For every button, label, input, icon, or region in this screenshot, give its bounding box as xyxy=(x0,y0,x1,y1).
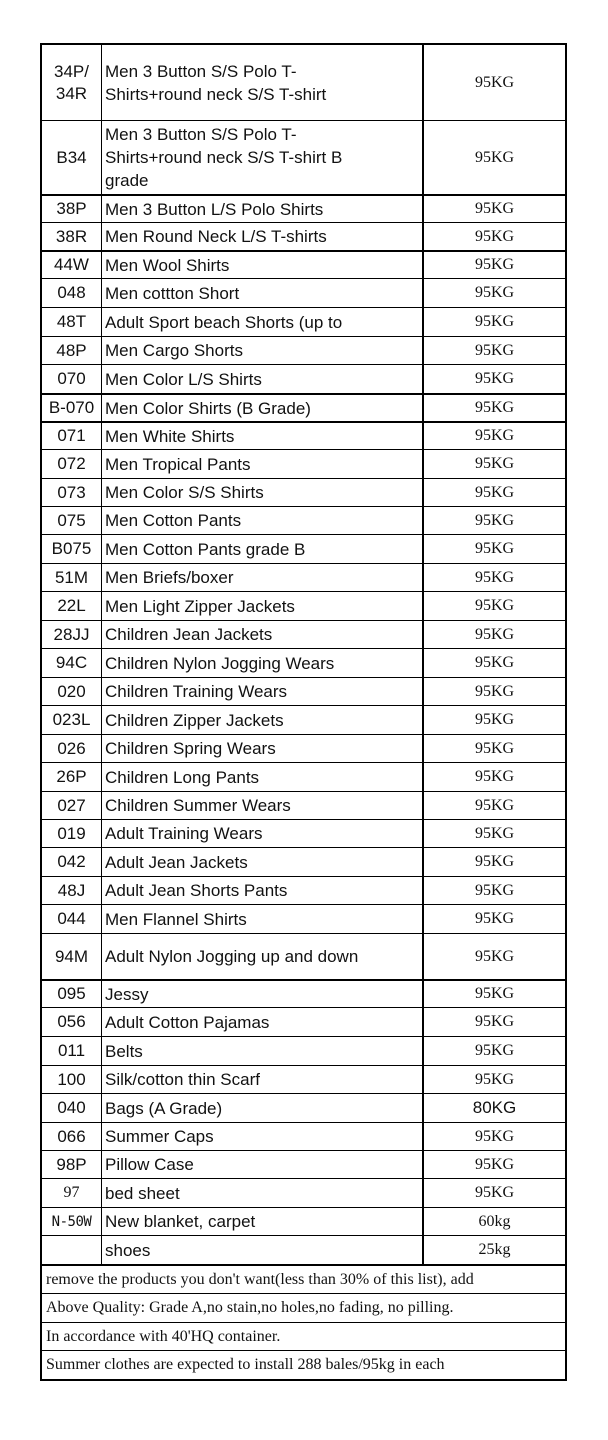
item-weight: 95KG xyxy=(474,985,515,1002)
item-code: 072 xyxy=(42,450,102,478)
table-row xyxy=(42,791,565,819)
table-row xyxy=(42,979,565,1007)
item-weight: 95KG xyxy=(474,682,515,700)
table-row xyxy=(42,364,565,393)
table-row xyxy=(42,933,565,979)
item-description: Men Cotton Pants xyxy=(102,507,424,534)
item-description: Children Zipper Jackets xyxy=(102,706,424,734)
item-weight: 95KG xyxy=(474,540,515,557)
item-weight: 95KG xyxy=(474,427,515,444)
item-code: 027 xyxy=(42,792,102,819)
item-weight: 95KG xyxy=(474,284,515,301)
item-description: bed sheet xyxy=(102,1179,424,1207)
item-weight: 95KG xyxy=(474,597,515,614)
table-row xyxy=(42,1235,565,1264)
item-description: New blanket, carpet xyxy=(102,1208,424,1235)
item-weight: 95KG xyxy=(474,824,515,842)
item-code: 48T xyxy=(42,308,102,336)
item-weight: 95KG xyxy=(474,1155,515,1173)
item-code: 026 xyxy=(42,735,102,762)
table-row xyxy=(42,705,565,734)
item-description: Men Color Shirts (B Grade) xyxy=(102,395,424,421)
table-row xyxy=(42,478,565,506)
table-row xyxy=(42,1007,565,1036)
item-code: 22L xyxy=(42,592,102,620)
item-code: 97 xyxy=(42,1179,102,1207)
table-row xyxy=(42,194,565,222)
item-code: 040 xyxy=(42,1094,102,1122)
item-weight: 25kg xyxy=(478,1241,511,1258)
item-weight: 95KG xyxy=(474,1070,515,1088)
table-row xyxy=(42,1150,565,1178)
item-description: Adult Nylon Jogging up and down xyxy=(102,934,424,979)
table-row xyxy=(42,1065,565,1093)
item-code: 51M xyxy=(42,564,102,591)
item-description: Summer Caps xyxy=(102,1123,424,1150)
item-code: B-070 xyxy=(42,395,102,421)
note-text: Summer clothes are expected to install 288 bales/95kg in each xyxy=(46,1356,445,1373)
item-code: 44W xyxy=(42,252,102,278)
item-code: 38R xyxy=(42,223,102,250)
table-row xyxy=(42,648,565,677)
item-code: 94C xyxy=(42,649,102,677)
item-description: Adult Jean Jackets xyxy=(102,848,424,876)
item-code: 48J xyxy=(42,877,102,904)
note-text: Above Quality: Grade A,no stain,no holes,no fading, no pilling. xyxy=(46,1299,454,1316)
item-description: Men Round Neck L/S T-shirts xyxy=(102,223,424,250)
item-weight: 95KG xyxy=(474,711,515,728)
item-code: 019 xyxy=(42,820,102,847)
item-weight: 95KG xyxy=(474,768,515,785)
note-row xyxy=(42,1350,565,1379)
item-weight: 95KG xyxy=(474,739,515,757)
note-row xyxy=(42,1264,565,1293)
table-row xyxy=(42,819,565,847)
item-code: 095 xyxy=(42,981,102,1007)
item-weight: 95KG xyxy=(474,881,515,899)
item-code: 38P xyxy=(42,196,102,222)
notes-section xyxy=(42,1264,565,1379)
item-weight: 95KG xyxy=(474,370,515,387)
item-description: Adult Training Wears xyxy=(102,820,424,847)
item-code: 100 xyxy=(42,1066,102,1093)
note-row xyxy=(42,1322,565,1350)
item-weight: 95KG xyxy=(474,1042,515,1059)
item-weight: 95KG xyxy=(474,947,515,965)
note-text: remove the products you don't want(less than 30% of this list), add xyxy=(46,1270,474,1288)
table-row xyxy=(42,904,565,933)
table-row xyxy=(42,45,565,120)
product-list-table xyxy=(40,43,567,1381)
item-weight: 95KG xyxy=(474,625,515,643)
item-weight: 95KG xyxy=(474,1013,515,1030)
item-weight: 60kg xyxy=(478,1212,511,1230)
item-code: 071 xyxy=(42,423,102,449)
table-row xyxy=(42,336,565,364)
table-row xyxy=(42,677,565,705)
item-weight: 95KG xyxy=(474,341,515,359)
item-weight: 80KG xyxy=(472,1098,517,1117)
item-description: Children Long Pants xyxy=(102,763,424,791)
item-description: Men Flannel Shirts xyxy=(102,905,424,933)
table-row xyxy=(42,563,565,591)
item-description: Men Tropical Pants xyxy=(102,450,424,478)
item-code: 94M xyxy=(42,934,102,979)
item-code: B34 xyxy=(42,121,102,194)
item-description: Silk/cotton thin Scarf xyxy=(102,1066,424,1093)
item-description: Men 3 Button L/S Polo Shirts xyxy=(102,196,424,222)
item-description: Pillow Case xyxy=(102,1151,424,1178)
item-description: Belts xyxy=(102,1037,424,1065)
item-description: Adult Sport beach Shorts (up to xyxy=(102,308,424,336)
table-row xyxy=(42,506,565,534)
item-code: 011 xyxy=(42,1037,102,1065)
item-weight: 95KG xyxy=(474,73,515,91)
item-code: 042 xyxy=(42,848,102,876)
item-code: 023L xyxy=(42,706,102,734)
table-row xyxy=(42,762,565,791)
item-description: Adult Cotton Pajamas xyxy=(102,1008,424,1036)
item-description: shoes xyxy=(102,1236,424,1264)
item-code: 048 xyxy=(42,279,102,307)
item-description: Men Wool Shirts xyxy=(102,252,424,278)
item-code: 070 xyxy=(42,365,102,393)
item-weight: 95KG xyxy=(474,1127,515,1145)
item-code: 48P xyxy=(42,337,102,364)
table-row xyxy=(42,307,565,336)
item-weight: 95KG xyxy=(474,511,515,529)
item-description: Bags (A Grade) xyxy=(102,1094,424,1122)
item-code: 073 xyxy=(42,479,102,506)
table-row xyxy=(42,1178,565,1207)
item-weight: 95KG xyxy=(474,455,515,472)
item-weight: 95KG xyxy=(474,227,515,245)
item-description: Men 3 Button S/S Polo T- Shirts+round neck S/S T-shirt xyxy=(102,45,424,120)
item-description: Men White Shirts xyxy=(102,423,424,449)
item-code: B075 xyxy=(42,535,102,563)
item-description: Men cottton Short xyxy=(102,279,424,307)
item-description: Men Briefs/boxer xyxy=(102,564,424,591)
table-row xyxy=(42,278,565,307)
item-weight: 95KG xyxy=(474,796,515,814)
table-row xyxy=(42,421,565,449)
table-row xyxy=(42,449,565,478)
item-code: 020 xyxy=(42,678,102,705)
item-weight: 95KG xyxy=(474,568,515,586)
item-description: Adult Jean Shorts Pants xyxy=(102,877,424,904)
item-description: Children Spring Wears xyxy=(102,735,424,762)
product-rows xyxy=(42,45,565,1264)
item-code: 075 xyxy=(42,507,102,534)
note-row xyxy=(42,1293,565,1322)
table-row xyxy=(42,1122,565,1150)
item-code: 28JJ xyxy=(42,621,102,648)
table-row xyxy=(42,847,565,876)
table-row xyxy=(42,734,565,762)
item-description: Men 3 Button S/S Polo T- Shirts+round neck S/S T-shirt B grade xyxy=(102,121,424,194)
item-code: N-50W xyxy=(42,1208,102,1235)
item-weight: 95KG xyxy=(474,853,515,870)
item-description: Children Nylon Jogging Wears xyxy=(102,649,424,677)
item-weight: 95KG xyxy=(474,256,515,273)
item-description: Men Cargo Shorts xyxy=(102,337,424,364)
item-weight: 95KG xyxy=(474,200,515,217)
table-row xyxy=(42,120,565,194)
item-description: Men Cotton Pants grade B xyxy=(102,535,424,563)
item-weight: 95KG xyxy=(474,483,515,501)
table-row xyxy=(42,876,565,904)
item-description: Jessy xyxy=(102,981,424,1007)
item-description: Men Light Zipper Jackets xyxy=(102,592,424,620)
item-weight: 95KG xyxy=(474,313,515,330)
item-description: Children Jean Jackets xyxy=(102,621,424,648)
item-code xyxy=(42,1236,102,1264)
item-description: Children Summer Wears xyxy=(102,792,424,819)
item-weight: 95KG xyxy=(474,399,515,416)
item-code: 044 xyxy=(42,905,102,933)
item-description: Children Training Wears xyxy=(102,678,424,705)
item-code: 056 xyxy=(42,1008,102,1036)
table-row xyxy=(42,591,565,620)
table-row xyxy=(42,1207,565,1235)
item-description: Men Color S/S Shirts xyxy=(102,479,424,506)
item-code: 066 xyxy=(42,1123,102,1150)
item-weight: 95KG xyxy=(474,1184,515,1201)
table-row xyxy=(42,250,565,278)
note-text: In accordance with 40'HQ container. xyxy=(46,1327,281,1345)
item-weight: 95KG xyxy=(474,910,515,927)
table-row xyxy=(42,393,565,421)
table-row xyxy=(42,222,565,250)
table-row xyxy=(42,534,565,563)
item-weight: 95KG xyxy=(474,148,515,166)
item-code: 98P xyxy=(42,1151,102,1178)
table-row xyxy=(42,1093,565,1122)
item-weight: 95KG xyxy=(474,654,515,671)
item-code: 34P/ 34R xyxy=(42,45,102,120)
item-description: Men Color L/S Shirts xyxy=(102,365,424,393)
table-row xyxy=(42,620,565,648)
item-code: 26P xyxy=(42,763,102,791)
table-row xyxy=(42,1036,565,1065)
